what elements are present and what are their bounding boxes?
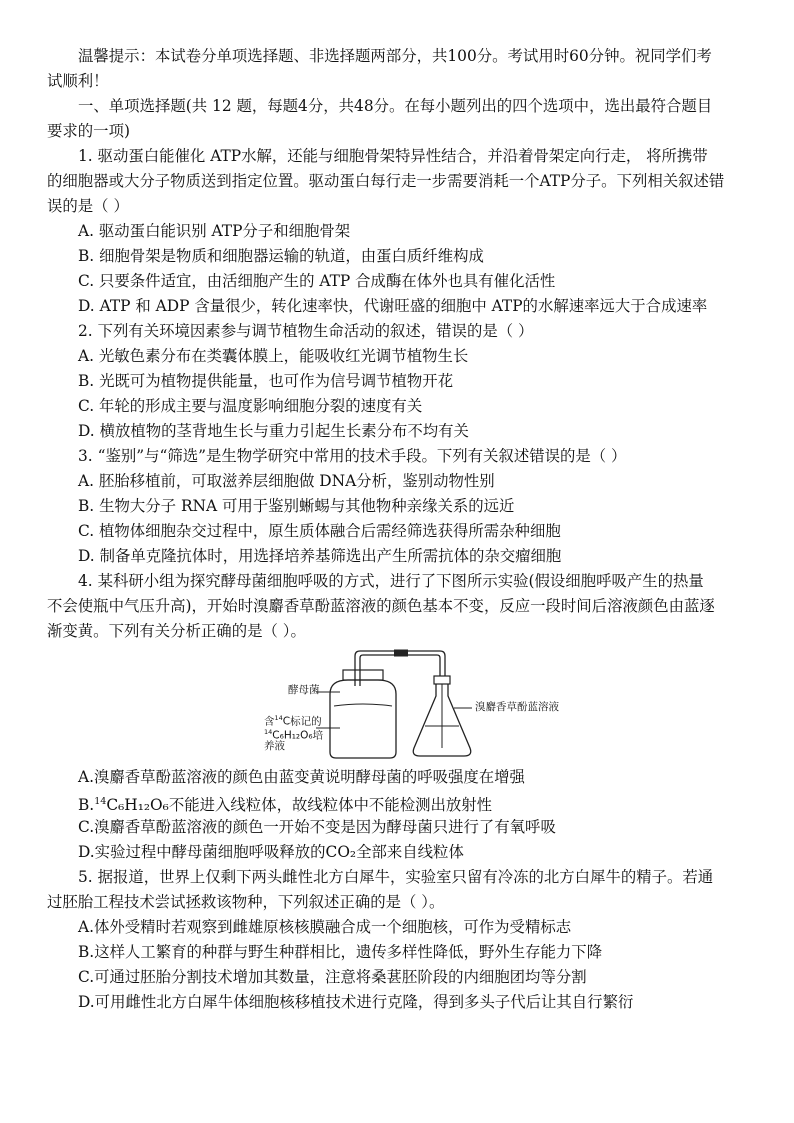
q3-option-c: C. 植物体细胞杂交过程中，原生质体融合后需经筛选获得所需杂种细胞 xyxy=(78,522,561,540)
q4-stem-line-3: 渐变黄。下列有关分析正确的是（ ）。 xyxy=(47,622,306,640)
q5-option-d: D.可用雌性北方白犀牛体细胞核移植技术进行克隆，得到多头子代后让其自行繁衍 xyxy=(78,993,634,1011)
q5-stem-line-1: 5. 据报道，世界上仅剩下两头雌性北方白犀牛，实验室只留有冷冻的北方白犀牛的精子。若通 xyxy=(78,868,714,886)
label-medium-line-2: $^{14}$C₆H₁₂O₆培 xyxy=(264,728,324,742)
label-yeast: 酵母菌 xyxy=(288,684,320,696)
label-bromothymol: 溴麝香草酚蓝溶液 xyxy=(475,701,559,713)
q1-option-c: C. 只要条件适宜，由活细胞产生的 ATP 合成酶在体外也具有催化活性 xyxy=(78,272,556,290)
q1-option-a: A. 驱动蛋白能识别 ATP分子和细胞骨架 xyxy=(78,222,351,240)
label-medium-line-3: 养液 xyxy=(264,740,285,752)
experiment-figure xyxy=(258,648,578,760)
q4-stem-line-1: 4. 某科研小组为探究酵母菌细胞呼吸的方式，进行了下图所示实验(假设细胞呼吸产生的热量 xyxy=(78,572,704,590)
q1-option-b: B. 细胞骨架是物质和细胞器运输的轨道，由蛋白质纤维构成 xyxy=(78,247,484,265)
q3-option-d: D. 制备单克隆抗体时，用选择培养基筛选出产生所需抗体的杂交瘤细胞 xyxy=(78,547,562,565)
q1-option-d: D. ATP 和 ADP 含量很少，转化速率快，代谢旺盛的细胞中 ATP的水解速率远大于合成速率 xyxy=(78,297,708,315)
q4-option-b: B.$^{14}$C₆H₁₂O₆不能进入线粒体，故线粒体中不能检测出放射性 xyxy=(78,796,493,815)
intro-line-1: 温馨提示：本试卷分单项选择题、非选择题两部分，共100分。考试用时60分钟。祝同学们考 xyxy=(78,47,712,65)
q4-option-a: A.溴麝香草酚蓝溶液的颜色由蓝变黄说明酵母菌的呼吸强度在增强 xyxy=(78,768,525,786)
q4-option-d: D.实验过程中酵母菌细胞呼吸释放的CO₂全部来自线粒体 xyxy=(78,843,464,861)
q4-option-c: C.溴麝香草酚蓝溶液的颜色一开始不变是因为酵母菌只进行了有氧呼吸 xyxy=(78,818,556,836)
q5-stem-line-2: 过胚胎工程技术尝试拯救该物种，下列叙述正确的是（ ）。 xyxy=(47,893,445,911)
q5-option-c: C.可通过胚胎分割技术增加其数量，注意将桑葚胚阶段的内细胞团均等分割 xyxy=(78,968,587,986)
q3-option-a: A. 胚胎移植前，可取滋养层细胞做 DNA分析，鉴别动物性别 xyxy=(78,472,495,490)
q2-option-d: D. 横放植物的茎背地生长与重力引起生长素分布不均有关 xyxy=(78,422,469,440)
q2-option-b: B. 光既可为植物提供能量，也可作为信号调节植物开花 xyxy=(78,372,454,390)
q5-option-b: B.这样人工繁育的种群与野生种群相比，遗传多样性降低，野外生存能力下降 xyxy=(78,943,603,961)
q2-stem-line-1: 2. 下列有关环境因素参与调节植物生命活动的叙述，错误的是（ ） xyxy=(78,322,534,340)
q2-option-a: A. 光敏色素分布在类囊体膜上，能吸收红光调节植物生长 xyxy=(78,347,469,365)
q1-stem-line-1: 1. 驱动蛋白能催化 ATP水解，还能与细胞骨架特异性结合，并沿着骨架定向行走， 将所携带 xyxy=(78,147,708,165)
section-heading-line-1: 一、单项选择题(共 12 题，每题4分，共48分。在每小题列出的四个选项中，选出最符合题目 xyxy=(78,97,713,115)
q3-stem-line-1: 3. “鉴别”与“筛选”是生物学研究中常用的技术手段。下列有关叙述错误的是（ ） xyxy=(78,447,627,465)
section-heading-line-2: 要求的一项) xyxy=(47,122,130,140)
q2-option-c: C. 年轮的形成主要与温度影响细胞分裂的速度有关 xyxy=(78,397,423,415)
label-medium-line-1: 含$^{14}$C标记的 xyxy=(264,714,322,728)
q4-stem-line-2: 不会使瓶中气压升高)，开始时溴麝香草酚蓝溶液的颜色基本不变，反应一段时间后溶液颜色由蓝逐 xyxy=(47,597,715,615)
q5-option-a: A.体外受精时若观察到雌雄原核核膜融合成一个细胞核，可作为受精标志 xyxy=(78,918,572,936)
intro-line-2: 试顺利！ xyxy=(47,72,109,90)
q1-stem-line-3: 误的是（ ） xyxy=(47,197,129,215)
tube-clamp xyxy=(394,650,408,657)
q3-option-b: B. 生物大分子 RNA 可用于鉴别蜥蜴与其他物种亲缘关系的远近 xyxy=(78,497,515,515)
q1-stem-line-2: 的细胞器或大分子物质送到指定位置。驱动蛋白每行走一步需要消耗一个ATP分子。下列相关叙述错 xyxy=(47,172,725,190)
